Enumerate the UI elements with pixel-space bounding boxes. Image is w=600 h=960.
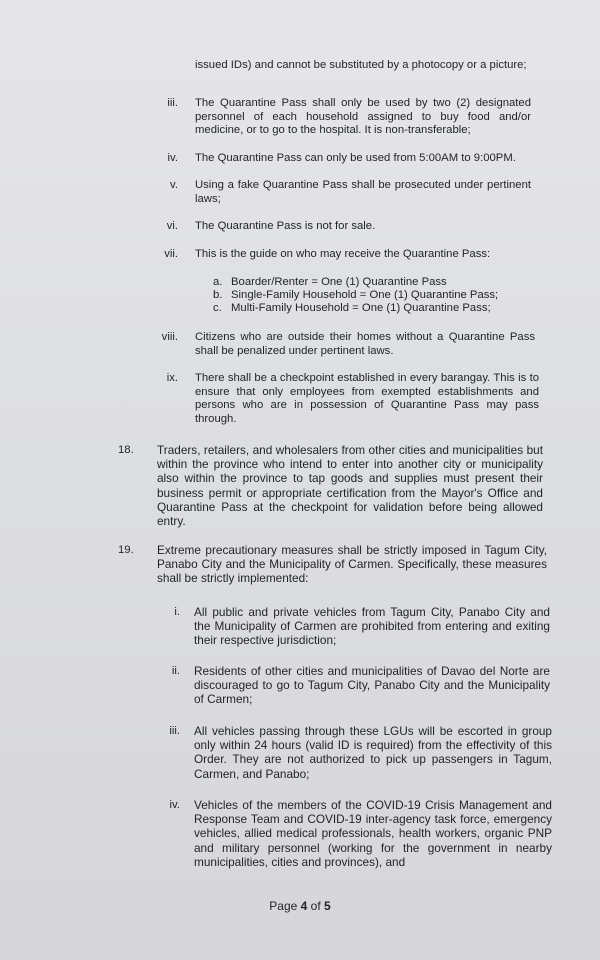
page-footer xyxy=(0,899,600,913)
item-number: iii. xyxy=(167,97,178,109)
guide-text: Boarder/Renter = One (1) Quarantine Pass xyxy=(231,276,447,288)
item-number: ix. xyxy=(166,372,178,384)
measure-number: iii. xyxy=(169,725,180,737)
item-text: This is the guide on who may receive the Quarantine Pass: xyxy=(195,248,491,260)
footer-middle: of xyxy=(307,899,325,913)
measure-text: All vehicles passing through these LGUs will be escorted in group only within 24 hours (valid ID is required) from the effectivity of this Order. They are not authorized to pick up passengers in Tagum, Carmen, and Panabo; xyxy=(194,724,552,781)
item-number: v. xyxy=(170,179,178,191)
section-text: Extreme precautionary measures shall be strictly imposed in Tagum City, Panabo City and the Municipality of Carmen. Specifically, these measures shall be strictly implemented: xyxy=(157,543,547,586)
continuation-text: issued IDs) and cannot be substituted by a photocopy or a picture; xyxy=(195,59,527,71)
measure-text: Residents of other cities and municipalities of Davao del Norte are discouraged to go to Tagum City, Panabo City and the Municipality of Carmen; xyxy=(194,664,550,707)
item-number: vi. xyxy=(166,220,178,232)
measure-number: ii. xyxy=(171,665,180,677)
current-page-number: 4 xyxy=(300,899,308,913)
item-text: The Quarantine Pass is not for sale. xyxy=(195,220,376,232)
guide-text: Single-Family Household = One (1) Quarantine Pass; xyxy=(231,289,499,301)
item-text: The Quarantine Pass shall only be used by two (2) designated personnel of each household assigned to buy food and/or medicine, or to go to the hospital. It is non-transferable; xyxy=(195,97,531,136)
guide-text: Multi-Family Household = One (1) Quarantine Pass; xyxy=(231,302,491,314)
measure-number: iv. xyxy=(169,799,180,811)
guide-letter: c. xyxy=(213,302,222,314)
item-text: There shall be a checkpoint established in every barangay. This is to ensure that only employees from exempted establishments and persons who are in possession of Quarantine Pass may pass through. xyxy=(195,372,539,425)
section-number: 18. xyxy=(118,444,134,456)
measure-text: Vehicles of the members of the COVID-19 Crisis Management and Response Team and COVID-19 inter-agency task force, emergency vehicles, allied medical professionals, health workers, organic PNP and military personnel (working for the government in nearby municipalities, cities and provinces), and xyxy=(194,798,552,869)
section-text: Traders, retailers, and wholesalers from other cities and municipalities but within the province who intend to enter into another city or municipality also within the province to tap goods and supplies must present their business permit or appropriate certification from the Mayor's Office and Quarantine Pass at the checkpoint for validation before being allowed entry. xyxy=(157,443,543,529)
item-text: The Quarantine Pass can only be used from 5:00AM to 9:00PM. xyxy=(195,152,516,164)
item-text: Citizens who are outside their homes without a Quarantine Pass shall be penalized under pertinent laws. xyxy=(195,331,535,357)
guide-letter: a. xyxy=(213,276,223,288)
guide-letter: b. xyxy=(213,289,223,301)
measure-number: i. xyxy=(174,606,180,618)
total-pages-number: 5 xyxy=(324,899,331,913)
item-number: iv. xyxy=(167,152,178,164)
item-text: Using a fake Quarantine Pass shall be prosecuted under pertinent laws; xyxy=(195,179,531,205)
section-number: 19. xyxy=(118,544,134,556)
item-number: vii. xyxy=(164,248,178,260)
measure-text: All public and private vehicles from Tagum City, Panabo City and the Municipality of Carmen are prohibited from entering and exiting their respective jurisdiction; xyxy=(194,605,550,648)
item-number: viii. xyxy=(161,331,178,343)
footer-prefix: Page xyxy=(269,899,301,913)
